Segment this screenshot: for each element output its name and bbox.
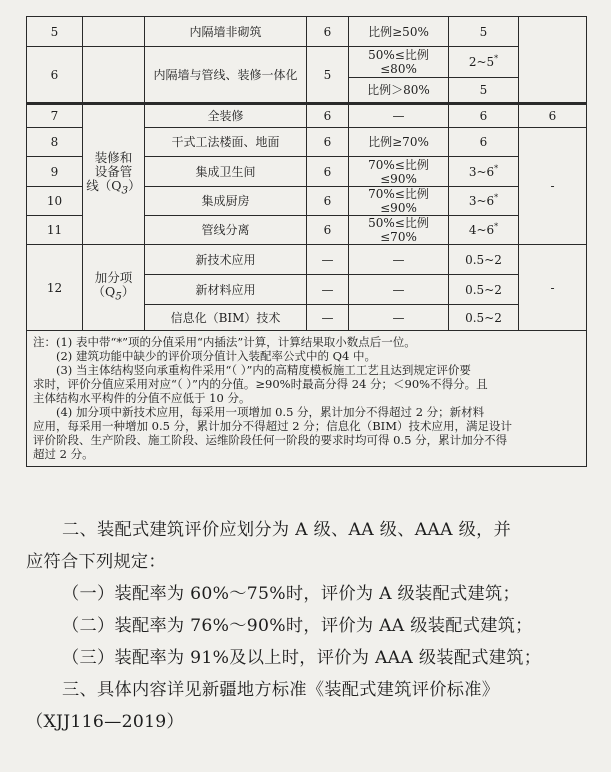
interpolation-star: * xyxy=(494,54,499,63)
category-decoration xyxy=(83,104,145,245)
ratio-requirement: — xyxy=(349,245,449,275)
item-score: 5 xyxy=(307,47,349,104)
item-score: — xyxy=(307,305,349,331)
grading-text xyxy=(26,514,592,738)
score-range: 3~6 xyxy=(468,194,495,208)
score-value: 0.5~2 xyxy=(449,275,519,305)
category-line: 装修和 xyxy=(94,150,133,166)
score-range: 2~5 xyxy=(468,55,495,69)
ratio-requirement: 比例≥70% xyxy=(349,128,449,157)
notes-row xyxy=(27,331,587,467)
item-name: 内隔墙与管线、装修一体化 xyxy=(145,47,307,104)
assembly-score-table xyxy=(26,16,587,467)
row-number: 6 xyxy=(27,47,83,104)
category-subscript: 5 xyxy=(115,290,122,303)
table-row xyxy=(27,47,587,78)
score-value: 5 xyxy=(449,78,519,104)
item-name: 内隔墙非砌筑 xyxy=(145,17,307,47)
item-score: — xyxy=(307,275,349,305)
ratio-requirement: 比例≥50% xyxy=(349,17,449,47)
item-score: 6 xyxy=(307,128,349,157)
item-name: 管线分离 xyxy=(145,216,307,245)
interpolation-star: * xyxy=(494,193,499,202)
score-value xyxy=(449,157,519,187)
item-score: — xyxy=(307,245,349,275)
item-name: 干式工法楼面、地面 xyxy=(145,128,307,157)
category-bonus xyxy=(83,245,145,331)
item-score: 6 xyxy=(307,187,349,216)
note-line: 主体结构水平构件的分值不应低于 10 分。 xyxy=(33,391,251,405)
item-score: 6 xyxy=(307,104,349,128)
note-line: (4) 加分项中新技术应用，每采用一项增加 0.5 分，累计加分不得超过 2 分；新材料 xyxy=(56,405,485,419)
category-line: （Q xyxy=(92,284,116,300)
ratio-requirement: 70%≤比例≤90% xyxy=(349,157,449,187)
paragraph-line: （三）装配率为 91%及以上时，评价为 AAA 级装配式建筑； xyxy=(62,648,542,668)
row-number: 10 xyxy=(27,187,83,216)
category-line: 加分项 xyxy=(94,270,133,286)
item-name: 新材料应用 xyxy=(145,275,307,305)
note-line: (2) 建筑功能中缺少的评价项分值计入装配率公式中的 Q4 中。 xyxy=(56,349,376,363)
score-value: 5 xyxy=(449,17,519,47)
note-line: 注：(1) 表中带“*”项的分值采用“内插法”计算，计算结果取小数点后一位。 xyxy=(33,335,416,349)
note-line: (3) 当主体结构竖向承重构件采用“（ ）”内的高精度模板施工工艺且达到规定评价要 xyxy=(56,363,471,377)
item-name: 信息化（BIM）技术 xyxy=(145,305,307,331)
item-name: 新技术应用 xyxy=(145,245,307,275)
min-score: 6 xyxy=(519,104,587,128)
row-number: 9 xyxy=(27,157,83,187)
ratio-requirement: — xyxy=(349,104,449,128)
note-line: 求时，评价分值应采用对应“（ ）”内的分值。≥90%时最高分得 24 分；＜90%不得分。且 xyxy=(33,377,488,391)
min-score-cell-empty xyxy=(519,17,587,104)
score-range: 3~6 xyxy=(468,164,495,179)
score-value xyxy=(449,216,519,245)
note-line: 超过 2 分。 xyxy=(33,447,94,461)
table-row xyxy=(27,104,587,128)
paragraph-line: 应符合下列规定： xyxy=(26,552,166,572)
item-name: 全装修 xyxy=(145,104,307,128)
table-notes xyxy=(27,331,587,467)
score-value xyxy=(449,187,519,216)
row-number: 11 xyxy=(27,216,83,245)
category-subscript: 3 xyxy=(121,184,129,197)
score-value: 6 xyxy=(449,104,519,128)
ratio-requirement: 50%≤比例≤80% xyxy=(349,47,449,78)
item-name: 集成卫生间 xyxy=(145,157,307,187)
row-number: 5 xyxy=(27,17,83,47)
row-number: 8 xyxy=(27,128,83,157)
category-cell-empty xyxy=(83,47,145,104)
min-score: - xyxy=(519,128,587,245)
category-line: ） xyxy=(121,284,135,300)
score-value: 0.5~2 xyxy=(449,305,519,331)
score-range: 4~6 xyxy=(468,223,495,237)
ratio-requirement: 70%≤比例≤90% xyxy=(349,187,449,216)
category-line: 线（Q xyxy=(86,178,122,194)
paragraph-line: 二、装配式建筑评价应划分为 A 级、AA 级、AAA 级，并 xyxy=(62,520,512,540)
ratio-requirement: — xyxy=(349,275,449,305)
item-score: 6 xyxy=(307,157,349,187)
score-value: 0.5~2 xyxy=(449,245,519,275)
item-score: 6 xyxy=(307,216,349,245)
paragraph-line: （一）装配率为 60%～75%时，评价为 A 级装配式建筑； xyxy=(62,584,520,604)
interpolation-star: * xyxy=(494,163,499,173)
item-score: 6 xyxy=(307,17,349,47)
ratio-requirement: — xyxy=(349,305,449,331)
note-line: 应用，每采用一种增加 0.5 分，累计加分不得超过 2 分；信息化（BIM）技术应用，满足设计 xyxy=(33,419,512,433)
category-line: 设备管 xyxy=(94,164,133,180)
score-value: 6 xyxy=(449,128,519,157)
table-row xyxy=(27,245,587,275)
ratio-requirement: 比例＞80% xyxy=(349,78,449,104)
category-line: ） xyxy=(128,178,141,194)
paragraph-line: （XJJ116—2019） xyxy=(26,712,185,732)
item-name: 集成厨房 xyxy=(145,187,307,216)
score-value xyxy=(449,47,519,78)
table-row xyxy=(27,17,587,47)
paragraph-line: 三、具体内容详见新疆地方标准《装配式建筑评价标准》 xyxy=(62,680,500,700)
ratio-requirement: 50%≤比例≤70% xyxy=(349,216,449,245)
paragraph-line: （二）装配率为 76%～90%时，评价为 AA 级装配式建筑； xyxy=(62,616,533,636)
category-cell-empty xyxy=(83,17,145,47)
row-number: 7 xyxy=(27,104,83,128)
min-score: - xyxy=(519,245,587,331)
interpolation-star: * xyxy=(494,222,499,231)
row-number: 12 xyxy=(27,245,83,331)
note-line: 评价阶段、生产阶段、施工阶段、运维阶段任何一阶段的要求时均可得 0.5 分，累计加分不得 xyxy=(33,433,508,447)
